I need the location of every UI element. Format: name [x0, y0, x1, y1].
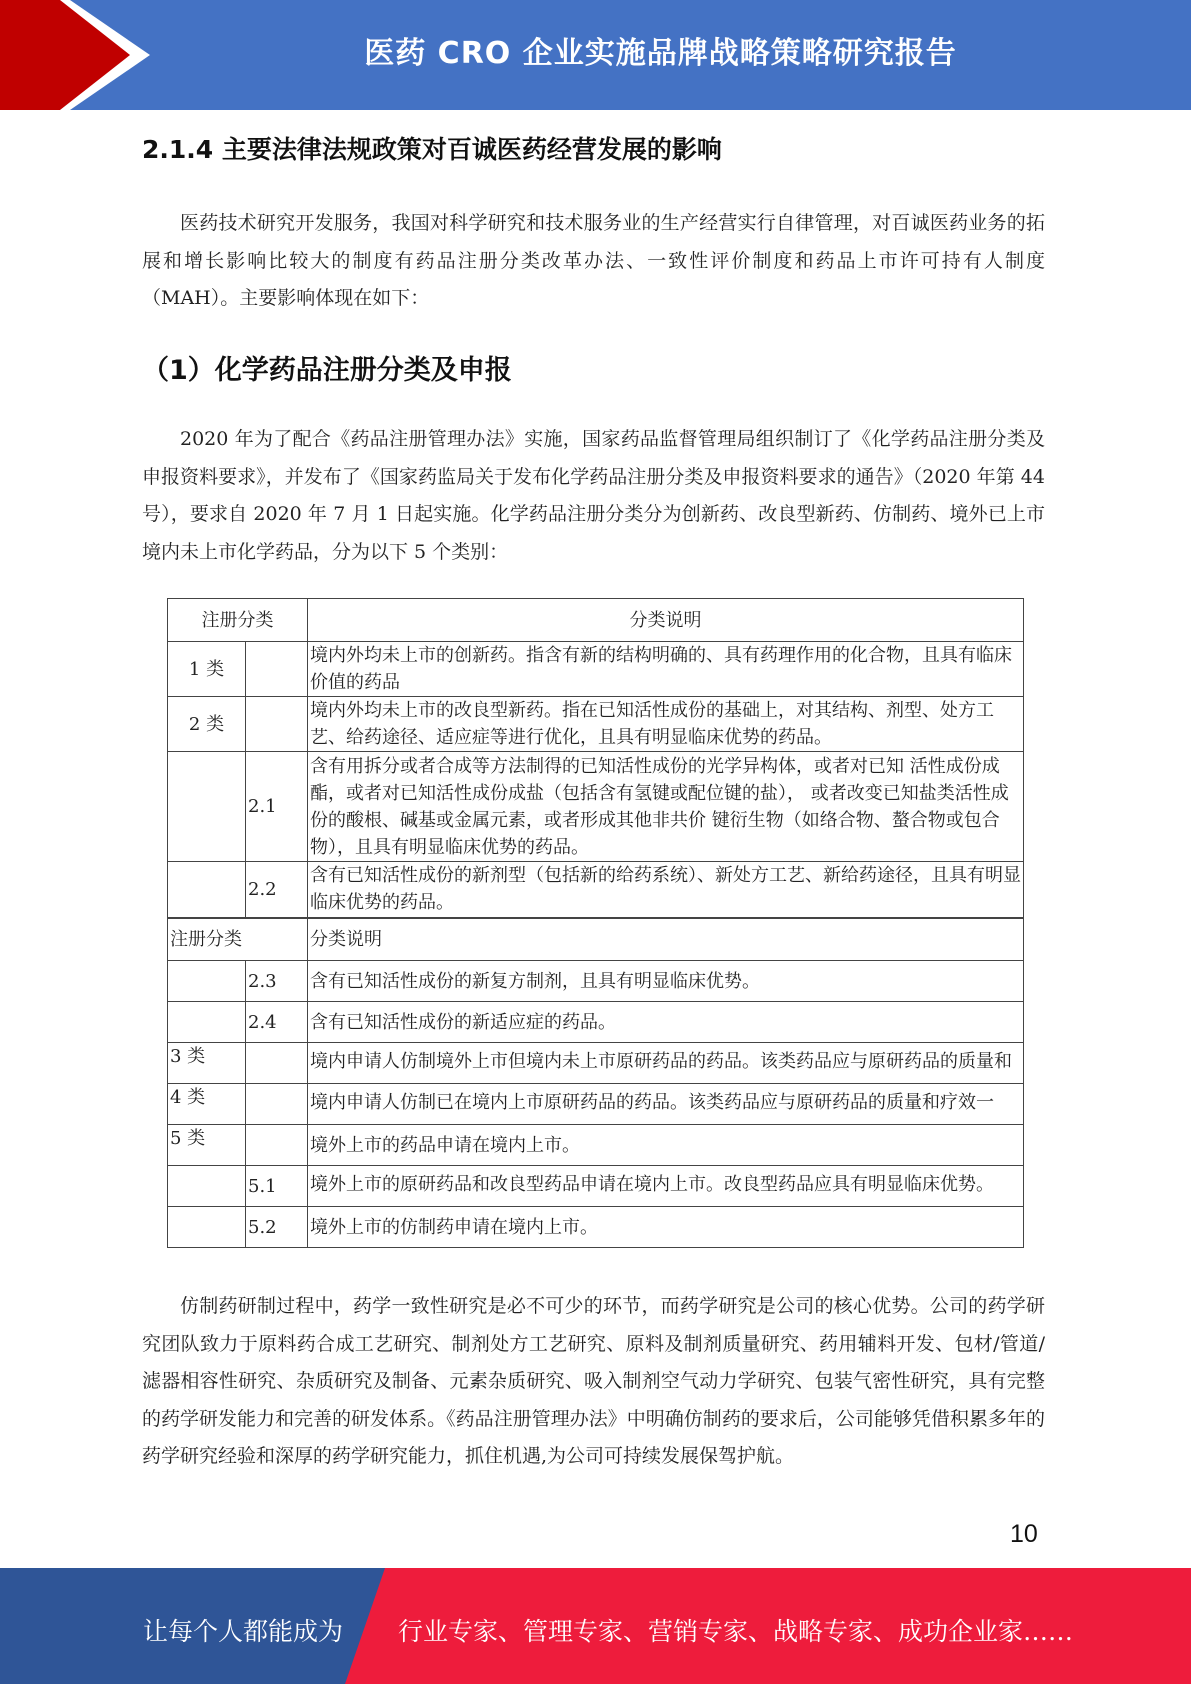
- table-cell-category: 2 类: [168, 697, 246, 752]
- table-cell-category: 5 类: [168, 1125, 246, 1166]
- table-header-row-repeat: [168, 918, 1024, 961]
- page-header: [0, 0, 1191, 110]
- table-cell-description-text: 境内申请人仿制已在境内上市原研药品的药品。该类药品应与原研药品的质量和疗效一: [310, 1092, 994, 1113]
- table-row: [168, 862, 1024, 918]
- table-header-row: [168, 599, 1024, 642]
- header-chevron-decoration: [0, 0, 150, 110]
- paragraph-generic-drugs: 仿制药研制过程中，药学一致性研究是必不可少的环节，而药学研究是公司的核心优势。公司的药学研究团队致力于原料药合成工艺研究、制剂处方工艺研究、原料及制剂质量研究、药用辅料开发、包材/管道/滤器相容性研究、杂质研究及制备、元素杂质研究、吸入制剂空气动力学研究、包装气密性研究，具有完整的药学研发能力和完善的研发体系。《药品注册管理办法》中明确仿制药的要求后，公司能够凭借积累多年的药学研究经验和深厚的药学研究能力，抓住机遇,为公司可持续发展保驾护航。: [142, 1295, 1045, 1467]
- table-row: [168, 1043, 1024, 1084]
- table-cell-description: 境内外均未上市的改良型新药。指在已知活性成份的基础上，对其结构、剂型、处方工艺、给药途径、适应症等进行优化，且具有明显临床优势的药品。: [308, 697, 1024, 752]
- table-cell-subcategory: [246, 1125, 308, 1166]
- registration-category-table: [167, 598, 1024, 1248]
- table-cell-subcategory: 5.2: [246, 1207, 308, 1248]
- table-cell-subcategory: 5.1: [246, 1166, 308, 1207]
- table-cell-category: [168, 961, 246, 1002]
- table-row: [168, 697, 1024, 752]
- table-cell-subcategory: 2.2: [246, 862, 308, 918]
- table-cell-description: 含有已知活性成份的新适应症的药品。: [308, 1002, 1024, 1043]
- table-cell-description: 境内外均未上市的创新药。指含有新的结构明确的、具有药理作用的化合物，且具有临床价值的药品: [308, 642, 1024, 697]
- table-cell-category: [168, 1207, 246, 1248]
- table-row: [168, 1125, 1024, 1166]
- table-cell-subcategory: 2.4: [246, 1002, 308, 1043]
- table-cell-description: [308, 1084, 1024, 1125]
- paragraph-registration: 2020 年为了配合《药品注册管理办法》实施，国家药品监督管理局组织制订了《化学药品注册分类及申报资料要求》，并发布了《国家药监局关于发布化学药品注册分类及申报资料要求的通告》（2020 年第 44 号），要求自 2020 年 7 月 1 日起实施。化学药品注册分类分为创新药、改良型新药、仿制药、境外已上市境内未上市化学药品，分为以下 5 个类别：: [142, 428, 1045, 563]
- table-cell-subcategory: [246, 642, 308, 697]
- table-header-cell: 注册分类: [168, 918, 308, 961]
- table-row: [168, 642, 1024, 697]
- table-row: [168, 1084, 1024, 1125]
- page-number: 10: [1010, 1520, 1038, 1548]
- table-header-cell: 分类说明: [308, 918, 1024, 961]
- table-cell-category: [168, 1166, 246, 1207]
- table-cell-description: [308, 1043, 1024, 1084]
- section-heading: 2.1.4 主要法律法规政策对百诚医药经营发展的影响: [142, 135, 722, 164]
- table-cell-subcategory: 2.1: [246, 752, 308, 862]
- table-cell-category: [168, 862, 246, 918]
- table-row: [168, 1207, 1024, 1248]
- table-row: [168, 961, 1024, 1002]
- table-cell-category: 1 类: [168, 642, 246, 697]
- table-cell-category: [168, 1002, 246, 1043]
- sub-heading: （1）化学药品注册分类及申报: [142, 355, 512, 386]
- table-cell-description: 含有已知活性成份的新剂型（包括新的给药系统）、新处方工艺、新给药途径，且具有明显临床优势的药品。: [308, 862, 1024, 918]
- table-cell-description: 境外上市的药品申请在境内上市。: [308, 1125, 1024, 1166]
- footer-slogan-right: 行业专家、管理专家、营销专家、战略专家、成功企业家……: [398, 1617, 1074, 1646]
- table-cell-category: [168, 752, 246, 862]
- table-cell-description-text: 境外上市的原研药品和改良型药品申请在境内上市。改良型药品应具有明显临床优势。: [310, 1174, 994, 1195]
- header-title: 医药 CRO 企业实施品牌战略策略研究报告: [364, 36, 957, 71]
- table-cell-subcategory: [246, 697, 308, 752]
- paragraph-intro: 医药技术研究开发服务，我国对科学研究和技术服务业的生产经营实行自律管理，对百诚医药业务的拓展和增长影响比较大的制度有药品注册分类改革办法、一致性评价制度和药品上市许可持有人制度（MAH）。主要影响体现在如下：: [142, 212, 1045, 309]
- table-header-cell: 注册分类: [168, 599, 308, 642]
- table-cell-description: 境外上市的仿制药申请在境内上市。: [308, 1207, 1024, 1248]
- table-cell-category: 3 类: [168, 1043, 246, 1084]
- table-cell-description: 含有用拆分或者合成等方法制得的已知活性成份的光学异构体，或者对已知 活性成份成酯，或者对已知活性成份成盐（包括含有氢键或配位键的盐）， 或者改变已知盐类活性成份的酸根、碱基或金属元素，或者形成其他非共价 键衍生物（如络合物、螯合物或包合物），且具有明显临床优势的药品。: [308, 752, 1024, 862]
- table-cell-subcategory: [246, 1043, 308, 1084]
- table-header-cell: 分类说明: [308, 599, 1024, 642]
- footer-slogan-left: 让每个人都能成为: [143, 1617, 344, 1646]
- table-cell-description: [308, 1166, 1024, 1207]
- table-cell-category: 4 类: [168, 1084, 246, 1125]
- table-cell-description: 含有已知活性成份的新复方制剂，且具有明显临床优势。: [308, 961, 1024, 1002]
- table-row: [168, 752, 1024, 862]
- table-cell-subcategory: [246, 1084, 308, 1125]
- table-cell-subcategory: 2.3: [246, 961, 308, 1002]
- table-row: [168, 1166, 1024, 1207]
- page-footer: [0, 1568, 1191, 1684]
- table-row: [168, 1002, 1024, 1043]
- table-cell-description-text: 境内申请人仿制境外上市但境内未上市原研药品的药品。该类药品应与原研药品的质量和: [310, 1051, 1012, 1072]
